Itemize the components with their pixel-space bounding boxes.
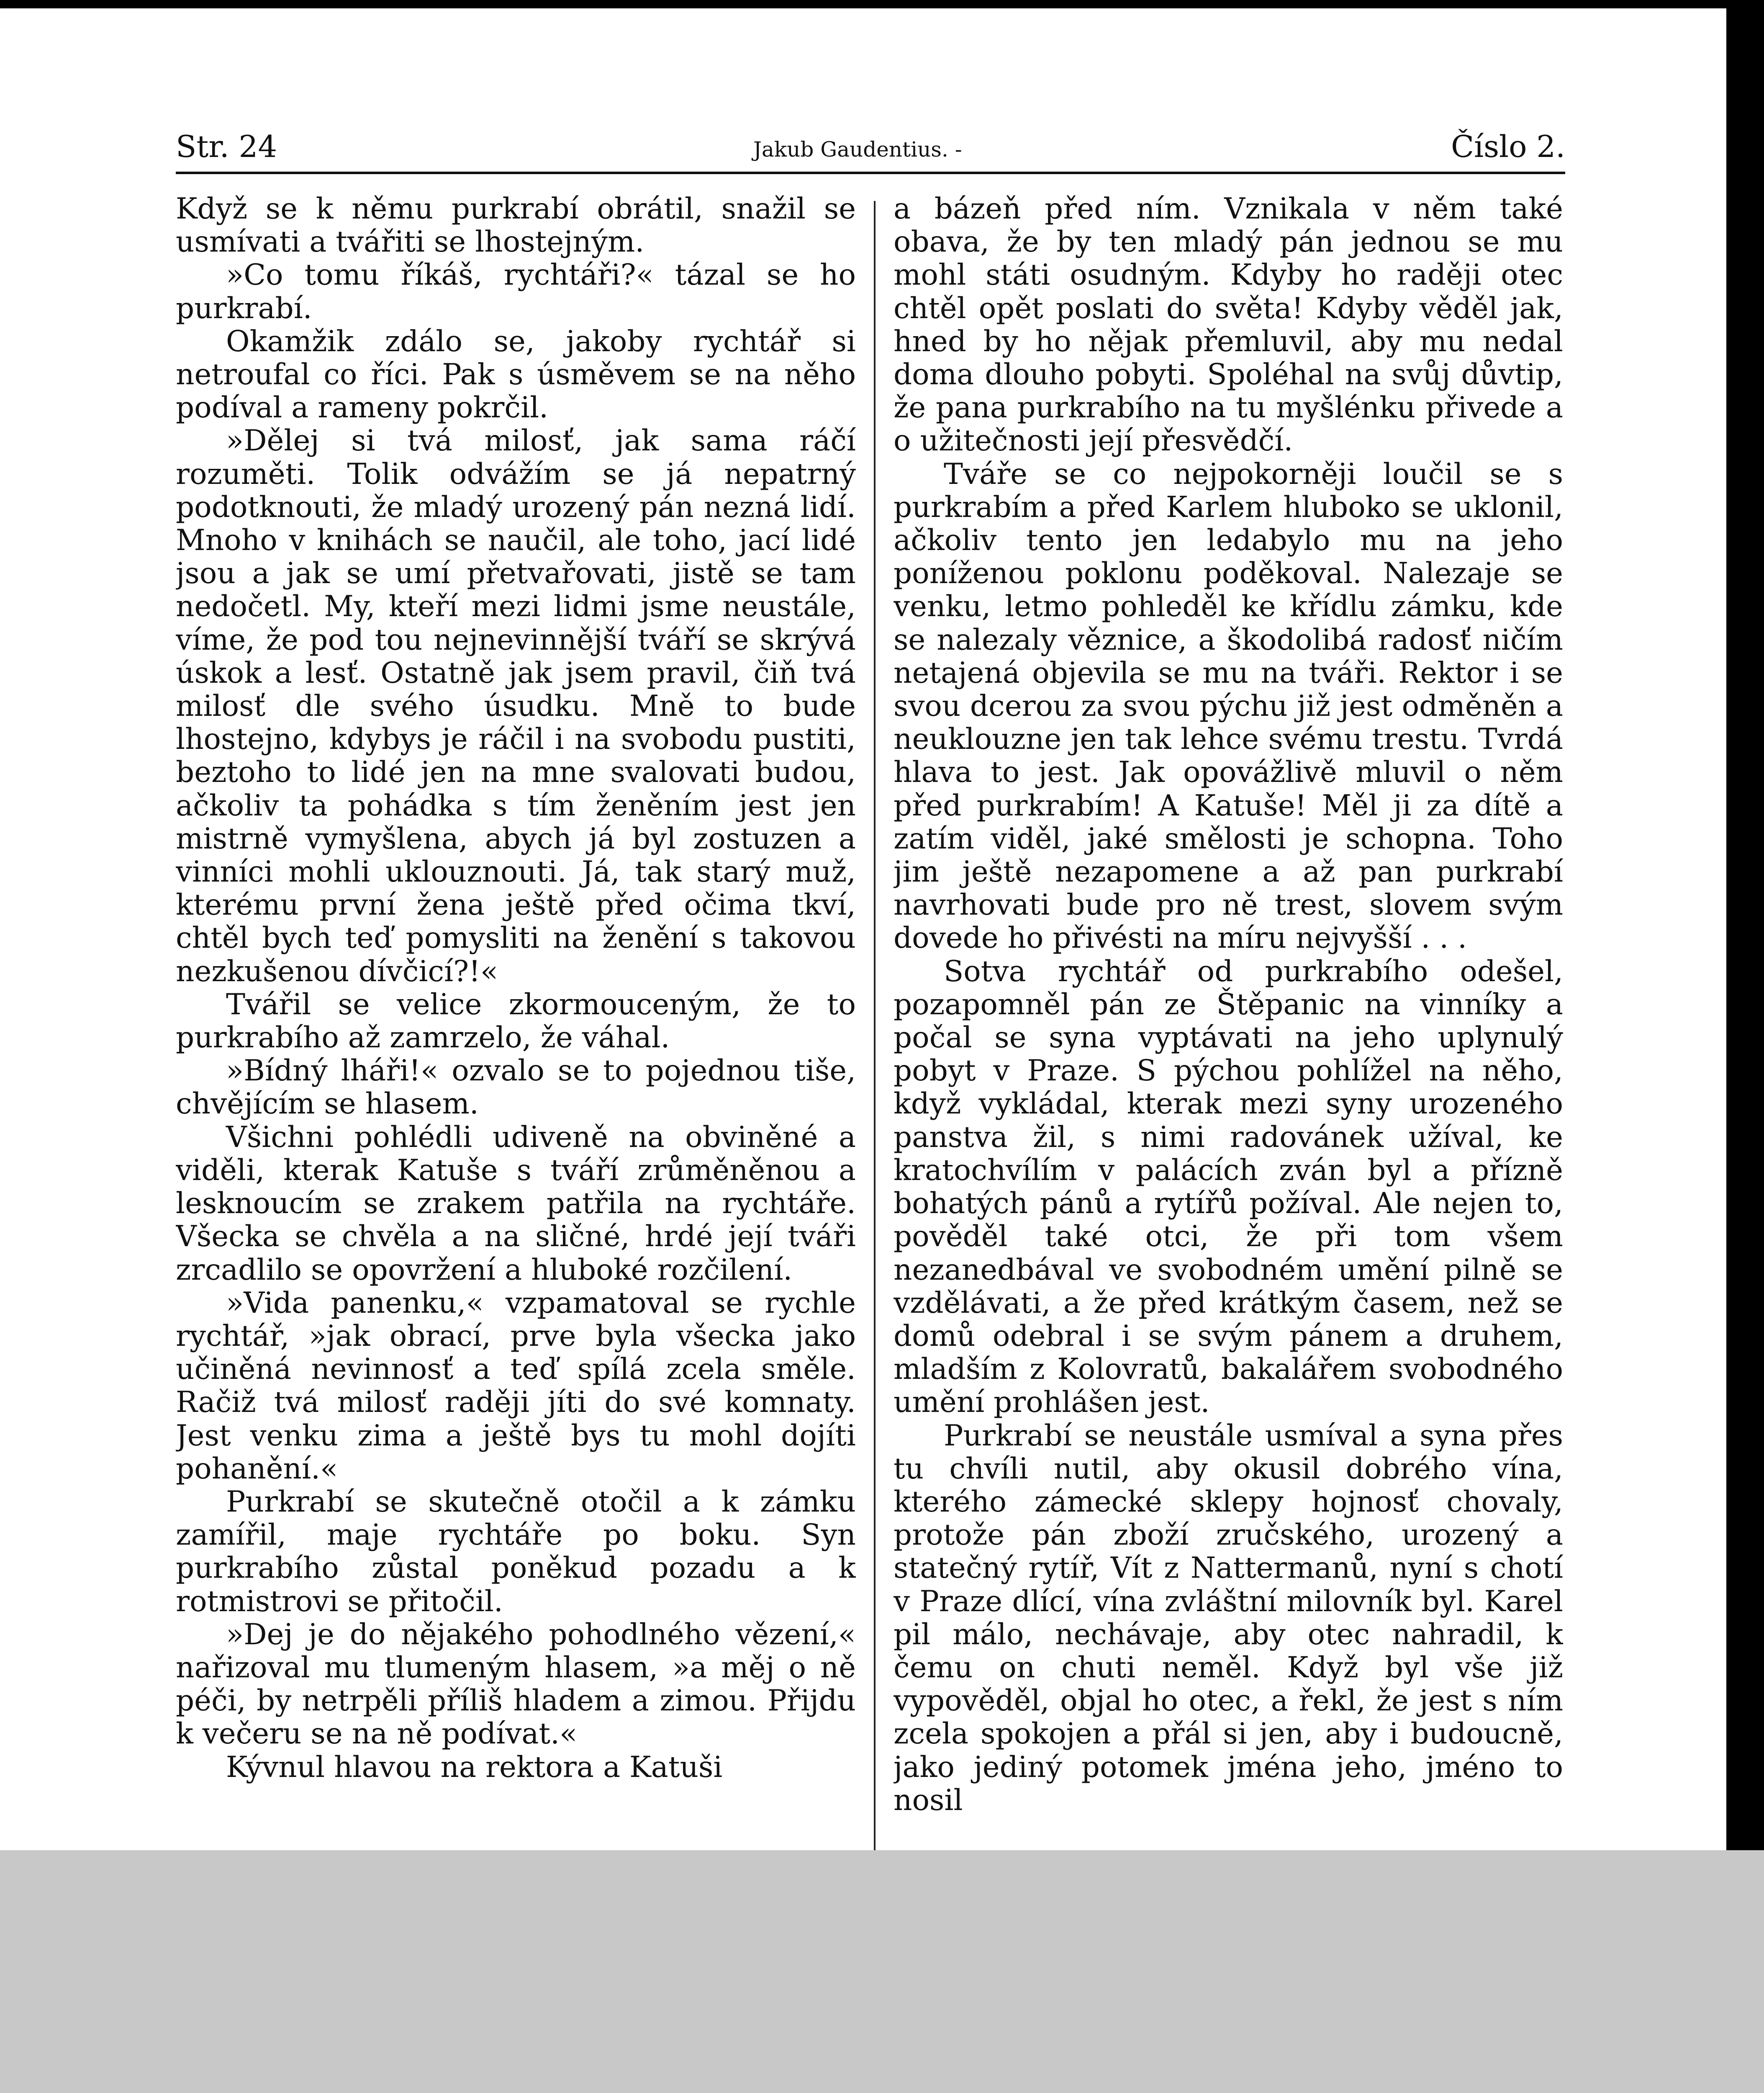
- issue-number: Číslo 2.: [1451, 129, 1565, 164]
- paragraph: Tvářil se velice zkormouceným, že to purkrabího až zamrzelo, že váhal.: [176, 987, 856, 1055]
- paragraph: »Dej je do nějakého pohodlného vězení,« nařizoval mu tlumeným hlasem, »a měj o ně péči, by netrpěli příliš hladem a zimou. Přijdu k večeru se na ně podívat.«: [176, 1617, 856, 1751]
- paragraph: »Bídný lháři!« ozvalo se to pojednou tiše, chvějícím se hlasem.: [176, 1054, 856, 1121]
- paragraph: Okamžik zdálo se, jakoby rychtář si netroufal co říci. Pak s úsměvem se na něho podíval a rameny pokrčil.: [176, 324, 856, 425]
- paragraph: Purkrabí se neustále usmíval a syna přes tu chvíli nutil, aby okusil dobrého vína, kterého zámecké sklepy hojnosť chovaly, protože pán zboží zručského, urozený a statečný rytíř, Vít z Nattermanů, nyní s chotí v Praze dlící, vína zvláštní milovník byl. Karel pil málo, nechávaje, aby otec nahradil, k čemu on chuti neměl. Když byl vše již vypověděl, objal ho otec, a řekl, že jest s ním zcela spokojen a přál si jen, aby i budoucně, jako jediný potomek jména jeho, jméno to nosil: [894, 1419, 1563, 1817]
- paragraph: »Dělej si tvá milosť, jak sama ráčí rozuměti. Tolik odvážím se já nepatrný podotknouti, že mladý urozený pán nezná lidí. Mnoho v knihách se naučil, ale toho, jací lidé jsou a jak se umí přetvařovati, jistě se tam nedočetl. My, kteří mezi lidmi jsme neustále, víme, že pod tou nejnevinnější tváří se skrývá úskok a lesť. Ostatně jak jsem pravil, čiň tvá milosť dle svého úsudku. Mně to bude lhostejno, kdybys je ráčil i na svobodu pustiti, beztoho to lidé jen na mne svalovati budou, ačkoliv ta pohádka s tím ženěním jest jen mistrně vymyšlena, abych já byl zostuzen a vinníci mohli uklouznouti. Já, tak starý muž, kterému první žena ještě před očima tkví, chtěl bych teď pomysliti na ženění s takovou nezkušenou dívčicí?!«: [176, 424, 856, 988]
- paragraph: Purkrabí se skutečně otočil a k zámku zamířil, maje rychtáře po boku. Syn purkrabího zůstal poněkud pozadu a k rotmistrovi se přitočil.: [176, 1485, 856, 1618]
- page-number: Str. 24: [176, 129, 277, 164]
- paragraph: »Co tomu říkáš, rychtáři?« tázal se ho purkrabí.: [176, 258, 856, 325]
- right-column: [894, 193, 1563, 1850]
- paragraph: »Vida panenku,« vzpamatoval se rychle rychtář, »jak obrací, prve byla všecka jako učiněná nevinnosť a teď spílá zcela směle. Račiž tvá milosť raději jíti do své komnaty. Jest venku zima a ještě bys tu mohl dojíti pohanění.«: [176, 1286, 856, 1486]
- paragraph: Když se k němu purkrabí obrátil, snažil se usmívati a tvářiti se lhostejným.: [176, 193, 856, 259]
- document-page: [0, 8, 1726, 1850]
- column-divider: [874, 201, 876, 1850]
- left-column: [176, 193, 856, 1850]
- paragraph: a bázeň před ním. Vznikala v něm také obava, že by ten mladý pán jednou se mu mohl státi osudným. Kdyby ho raději otec chtěl opět poslati do světa! Kdyby věděl jak, hned by ho nějak přemluvil, aby mu nedal doma dlouho pobyti. Spoléhal na svůj důvtip, že pana purkrabího na tu myšlénku přivede a o užitečnosti její přesvědčí.: [894, 193, 1563, 458]
- paragraph: Kývnul hlavou na rektora a Katuši: [226, 1750, 723, 1784]
- page-header: [176, 113, 1565, 174]
- paragraph: Tváře se co nejpokorněji loučil se s purkrabím a před Karlem hluboko se uklonil, ačkoliv tento jen ledabylo mu na jeho poníženou poklonu poděkoval. Nalezaje se venku, letmo pohleděl ke křídlu zámku, kde se nalezaly věznice, a škodolibá radosť ničím netajená objevila se mu na tváři. Rektor i se svou dcerou za svou pýchu již jest odměněn a neuklouzne jen tak lehce svému trestu. Tvrdá hlava to jest. Jak opovážlivě mluvil o něm před purkrabím! A Katuše! Měl ji za dítě a zatím viděl, jaké smělosti je schopna. Toho jim ještě nezapomene a až pan purkrabí navrhovati bude pro ně trest, slovem svým dovede ho přivésti na míru nejvyšší . . .: [894, 457, 1563, 955]
- running-title: Jakub Gaudentius. -: [753, 137, 962, 162]
- scan-right-border: [1726, 0, 1764, 1850]
- paragraph: Všichni pohlédli udiveně na obviněné a viděli, kterak Katuše s tváří zrůměněnou a lesknoucím se zrakem patřila na rychtáře. Všecka se chvěla a na sličné, hrdé její tváři zrcadlilo se opovržení a hluboké rozčilení.: [176, 1120, 856, 1287]
- paragraph: Sotva rychtář od purkrabího odešel, pozapomněl pán ze Štěpanic na vinníky a počal se syna vyptávati na jeho uplynulý pobyt v Praze. S pýchou pohlížel na něho, když vykládal, kterak mezi syny urozeného panstva žil, s nimi radovánek užíval, ke kratochvílím v palácích zván byl a přízně bohatých pánů a rytířů požíval. Ale nejen to, pověděl také otci, že při tom všem nezanedbával ve svobodném umění pilně se vzdělávati, a že před krátkým časem, než se domů odebral i se svým pánem a druhem, mladším z Kolovratů, bakalářem svobodného umění prohlášen jest.: [894, 954, 1563, 1419]
